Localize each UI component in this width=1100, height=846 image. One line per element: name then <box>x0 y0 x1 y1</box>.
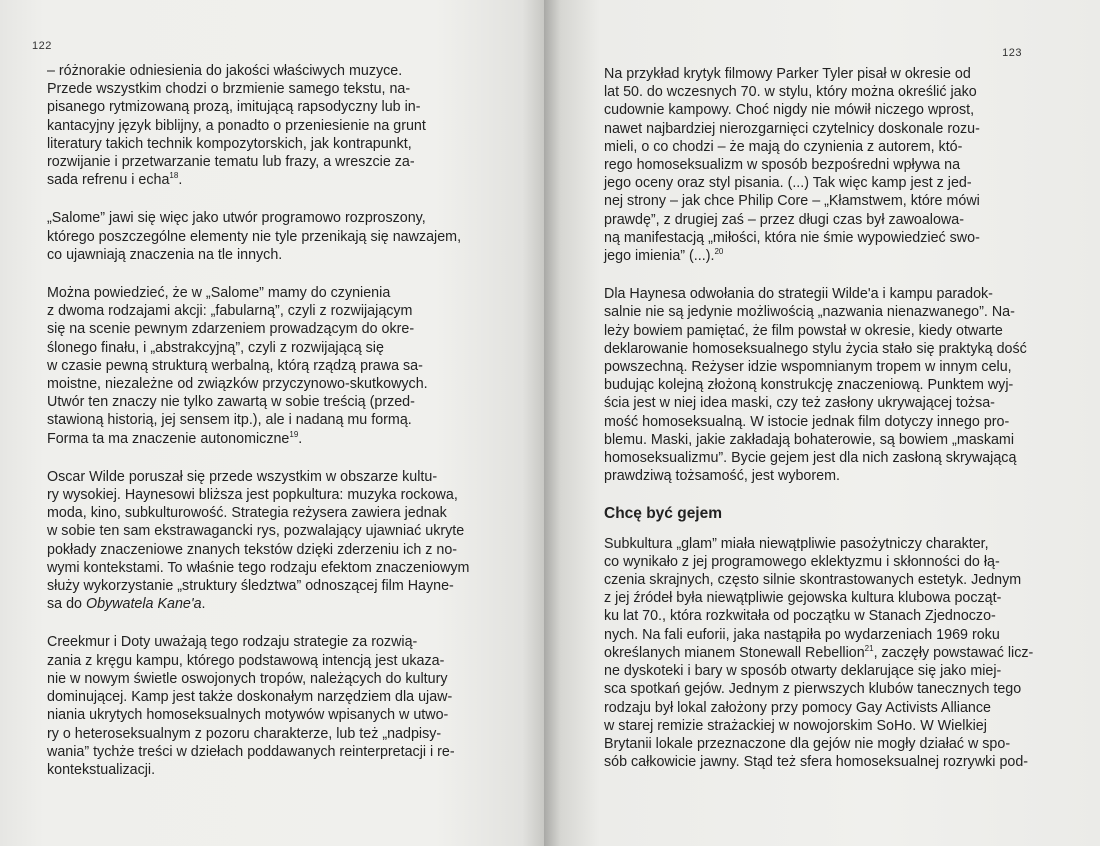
text-line: nawet najbardziej nierozgarnięci czytelnicy doskonale rozu- <box>604 120 980 137</box>
text-line: co ujawniają znaczenia na tle innych. <box>47 246 283 263</box>
paragraph <box>604 535 1074 772</box>
text-line: literatury takich technik kompozytorskich, jak kontrapunkt, <box>47 135 412 152</box>
text-line: Przede wszystkim chodzi o brzmienie samego tekstu, na- <box>47 81 411 98</box>
text-line: jego oceny oraz styl pisania. (...) Tak więc kamp jest z jed- <box>604 175 972 192</box>
footnote-ref: 20 <box>714 247 724 257</box>
text-line: kantacyjny język biblijny, a ponadto o przeniesienie na grunt <box>47 117 426 134</box>
page-number: 123 <box>1002 47 1022 59</box>
text-line: Dla Haynesa odwołania do strategii Wilde'a i kampu paradok- <box>604 286 993 303</box>
text-line: leży bowiem pamiętać, że film powstał w okresie, kiedy otwarte <box>604 322 1003 339</box>
text-line: ku lat 70., która rozkwitała od początku w Stanach Zjednoczo- <box>604 608 996 625</box>
text-line: w starej remizie strażackiej w nowojorskim SoHo. W Wielkiej <box>604 717 987 734</box>
text-line: z jej źródeł była niewątpliwie gejowska kultura klubowa począt- <box>604 590 1002 607</box>
text-line: salnie nie są jedynie możliwością „nazwania nienazwanego”. Na- <box>604 304 1015 321</box>
text-line: ną manifestacją „miłości, która nie śmie wypowiedzieć swo- <box>604 229 980 246</box>
text-line: pisanego rytmizowaną prozą, imitującą rapsodyczny lub in- <box>47 99 421 116</box>
text-line: zania z kręgu kampu, którego podstawową intencją jest ukaza- <box>47 652 445 669</box>
text-line: Można powiedzieć, że w „Salome” mamy do czynienia <box>47 285 391 302</box>
footnote-ref: 18 <box>169 171 179 181</box>
text-line: sca spotkań gejów. Jednym z pierwszych klubów tanecznych tego <box>604 681 1022 698</box>
text-line: mość homoseksualną. W istocie jednak film dotyczy innego pro- <box>604 413 1010 430</box>
right-page <box>544 0 1100 846</box>
text-line: rego homoseksualizm w sposób bezpośredni wpływa na <box>604 157 961 174</box>
text-line: w czasie pewną strukturą werbalną, którą rządzą prawa sa- <box>47 357 423 374</box>
text-line: deklarowanie homoseksualnego stylu życia stało się praktyką dość <box>604 340 1027 357</box>
text-line: Subkultura „glam” miała niewątpliwie pasożytniczy charakter, <box>604 535 989 552</box>
text-line: rodzaju był lokal założony przy pomocy Gay Activists Alliance <box>604 699 991 716</box>
text-line: prawdę”, z drugiej zaś – przez długi czas był zawoalowa- <box>604 211 964 228</box>
text-line: pokłady znaczeniowe znanych tekstów dzięki zderzeniu ich z no- <box>47 541 458 558</box>
text-line: niania ukrytych homoseksualnych motywów wpisanych w utwo- <box>47 707 449 724</box>
text-line: moistne, niezależne od związków przyczynowo-skutkowych. <box>47 376 428 393</box>
text-line: lat 50. do wczesnych 70. w stylu, który można określić jako <box>604 84 977 101</box>
text-line: się na scenie pewnym zdarzeniem prowadzącym do okre- <box>47 321 415 338</box>
line-text: sa do <box>47 596 86 613</box>
text-line: nych. Na fali euforii, jaka nastąpiła po wydarzeniach 1969 roku <box>604 626 1000 643</box>
text-line: Utwór ten znaczy nie tylko zawartą w sobie treścią (przed- <box>47 394 415 411</box>
paragraph <box>604 65 1074 265</box>
left-page <box>0 0 544 846</box>
paragraph <box>47 284 515 448</box>
text-line: cudownie kampowy. Choć nigdy nie mówił niczego wprost, <box>604 102 975 119</box>
text-line: Brytanii lokale przeznaczone dla gejów nie mogły działać w spo- <box>604 735 1011 752</box>
text-line: co wynikało z jej programowego eklektyzmu i skłonności do łą- <box>604 553 1000 570</box>
text-line: kontekstualizacji. <box>47 761 156 778</box>
text-line: budując kolejną złożoną konstrukcję znaczeniową. Punktem wyj- <box>604 377 1014 394</box>
text-line: którego poszczególne elementy nie tyle przenikają się nawzajem, <box>47 228 462 245</box>
text-line: służy wykorzystanie „struktury śledztwa” odnoszącej film Hayne- <box>47 578 454 595</box>
text-line: sób całkowicie jawny. Stąd też sfera homoseksualnej rozrywki pod- <box>604 754 1029 771</box>
text-line: ry wysokiej. Haynesowi bliższa jest popkultura: muzyka rockowa, <box>47 487 458 504</box>
line-text: określanych mianem Stonewall Rebellion <box>604 644 865 661</box>
film-title: Obywatela Kane'a <box>85 596 202 613</box>
text-line: ne dyskoteki i bary w sposób otwarty deklarujące się jako miej- <box>604 663 1002 680</box>
line-end: . <box>178 172 183 189</box>
line-text: , zaczęły powstawać licz- <box>873 644 1034 661</box>
text-line <box>47 171 515 189</box>
text-line: rozwijanie i przetwarzanie tematu lub frazy, a wreszcie za- <box>47 154 415 171</box>
text-line: ry o heteroseksualnym z pozoru charakterze, lub też „nadpisy- <box>47 725 442 742</box>
text-line: w sobie ten sam ekstrawagancki rys, pozwalający ujawniać ukryte <box>47 523 465 540</box>
text-line: z dwoma rodzajami akcji: „fabularną”, czyli z rozwijającym <box>47 303 413 320</box>
text-line: Na przykład krytyk filmowy Parker Tyler pisał w okresie od <box>604 66 971 82</box>
paragraph <box>47 633 515 779</box>
text-line <box>47 595 515 613</box>
line-text: jego imienia” (...). <box>604 248 715 265</box>
text-line: powszechną. Reżyser idzie wspomnianym tropem w innym celu, <box>604 359 1012 376</box>
text-line: ślonego finału, i „abstrakcyjną”, czyli z rozwijającą się <box>47 339 384 356</box>
text-line: „Salome” jawi się więc jako utwór programowo rozproszony, <box>47 210 426 227</box>
left-page-text <box>47 62 515 779</box>
text-line <box>604 247 1074 265</box>
paragraph <box>47 468 515 614</box>
line-text: Forma ta ma znaczenie autonomiczne <box>47 430 290 447</box>
text-line: – różnorakie odniesienia do jakości właściwych muzyce. <box>47 63 403 79</box>
text-line: dominującej. Kamp jest także doskonałym narzędziem dla ujaw- <box>47 689 453 706</box>
text-line: prawdziwą tożsamość, jest wyborem. <box>604 468 840 485</box>
paragraph <box>47 62 515 189</box>
right-page-text <box>604 65 1074 771</box>
section-heading: Chcę być gejem <box>604 505 723 523</box>
paragraph <box>47 209 515 264</box>
text-line: stawioną historią, jej sensem itp.), ale i nadaną mu formą. <box>47 412 412 429</box>
text-line: wania” tychże treści w dziełach poddawanych reinterpretacji i re- <box>47 743 455 760</box>
text-line: blemu. Maski, jakie zakładają bohaterowie, są bowiem „maskami <box>604 431 1015 448</box>
paragraph <box>604 285 1074 485</box>
page-number: 122 <box>32 40 52 52</box>
line-text: sada refrenu i echa <box>47 172 170 189</box>
text-line: mieli, o co chodzi – że mają do czynienia z autorem, któ- <box>604 138 963 155</box>
text-line: wymi kontekstami. To właśnie tego rodzaju efektom znaczeniowym <box>47 559 470 576</box>
text-line: Oscar Wilde poruszał się przede wszystkim w obszarze kultu- <box>47 468 438 485</box>
text-line: czenia skrajnych, często silnie skontrastowanych estetyk. Jednym <box>604 572 1022 589</box>
text-line <box>604 644 1074 662</box>
text-line: nej strony – jak chce Philip Core – „Kłamstwem, które mówi <box>604 193 980 210</box>
text-line <box>47 430 515 448</box>
text-line: Creekmur i Doty uważają tego rodzaju strategie za rozwią- <box>47 634 418 651</box>
footnote-ref: 19 <box>289 429 299 439</box>
footnote-ref: 21 <box>864 644 874 654</box>
line-end: . <box>298 430 303 447</box>
text-line: moda, kino, subkulturowość. Strategia reżysera zawiera jednak <box>47 505 447 522</box>
text-line: nie w nowym świetle oswojonych tropów, należących do kultury <box>47 670 448 687</box>
text-line: homoseksualizmu”. Bycie gejem jest dla nich zasłoną skrywającą <box>604 450 1017 467</box>
text-line: ścia jest w niej idea maski, czy też zasłony ukrywającej tożsa- <box>604 395 995 412</box>
line-end: . <box>201 596 206 613</box>
